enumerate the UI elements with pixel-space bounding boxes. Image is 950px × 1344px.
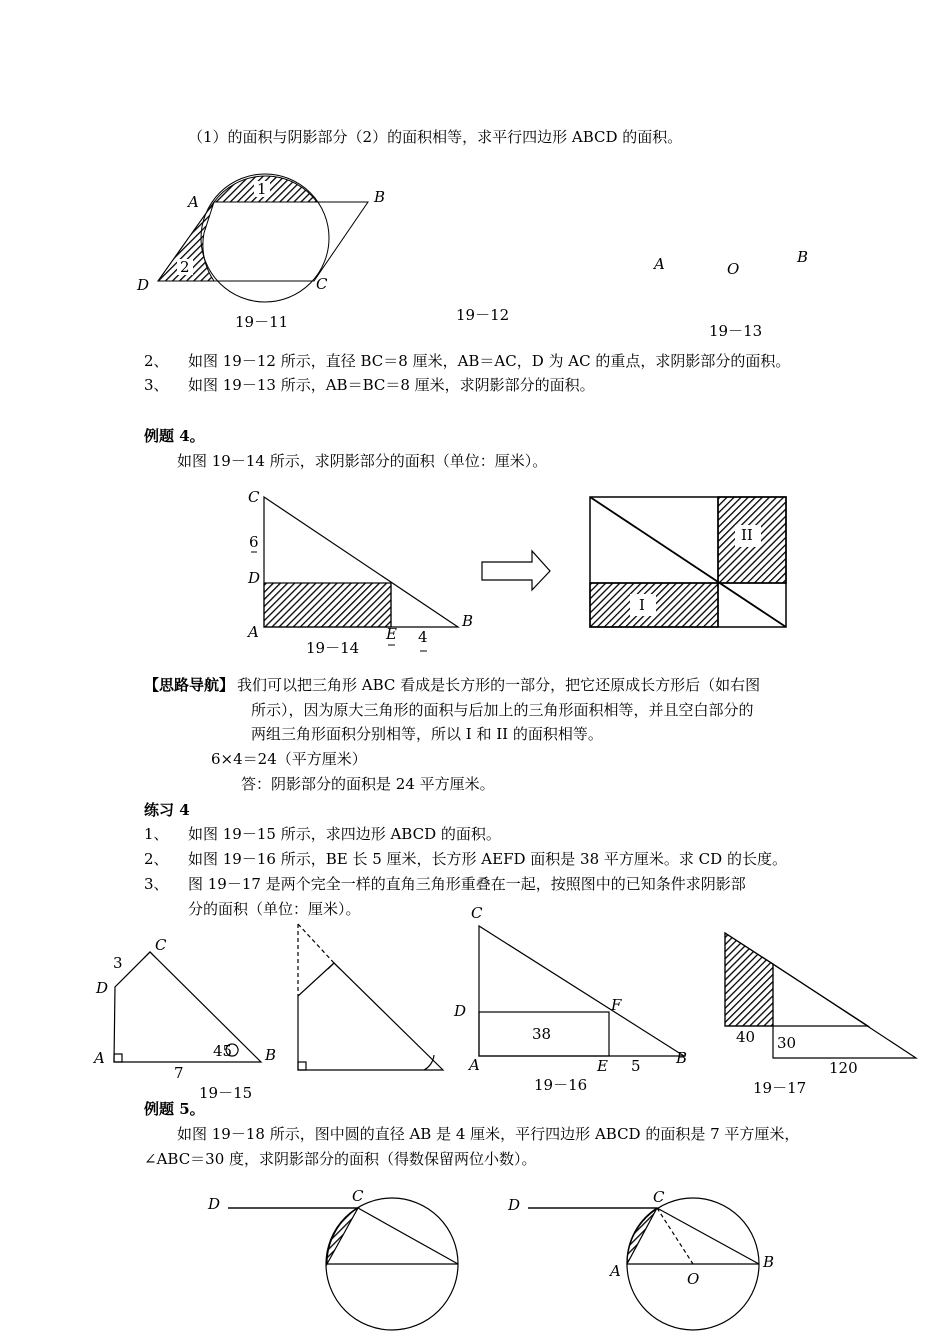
q2-text: 如图 19－16 所示，BE 长 5 厘米，长方形 AEFD 面积是 38 平方厘米。求 CD 的长度。	[188, 850, 787, 868]
f14-label-c: C	[248, 488, 260, 506]
f18-right-label-a: A	[610, 1262, 621, 1280]
f14-label-b: B	[462, 612, 474, 630]
figure-19-16	[479, 926, 684, 1056]
f15-caption: 19－15	[199, 1084, 253, 1102]
q2-number: 2、	[144, 850, 169, 868]
f14-label-d: D	[248, 569, 261, 587]
f16-label-e: E	[597, 1057, 608, 1075]
hint-line-3: 两组三角形面积分别相等，所以 I 和 II 的面积相等。	[251, 725, 603, 743]
f15-label-c: C	[155, 936, 167, 954]
practice-4-title: 练习 4	[144, 801, 190, 819]
example-4-text: 如图 19－14 所示，求阴影部分的面积（单位：厘米）。	[177, 452, 548, 470]
f15-label-angle: 45	[213, 1042, 233, 1060]
f15-label-three: 3	[113, 954, 123, 972]
f14-label-a: A	[248, 623, 259, 641]
f18-right-label-d: D	[508, 1196, 521, 1214]
f17-label-40: 40	[736, 1028, 756, 1046]
f14-label-e: E	[386, 625, 397, 643]
p3-number: 3、	[144, 376, 169, 394]
formula: 6×4＝24（平方厘米）	[211, 750, 367, 768]
f16-label-f: F	[611, 996, 622, 1014]
p2-number: 2、	[144, 352, 169, 370]
f16-label-a: A	[469, 1056, 480, 1074]
f11-region-2: 2	[177, 259, 193, 275]
q3-number: 3、	[144, 875, 169, 893]
f12-caption: 19－12	[456, 306, 510, 324]
example-4-title: 例题 4。	[144, 427, 205, 445]
f16-label-five: 5	[631, 1057, 641, 1075]
f13-label-b: B	[797, 248, 809, 266]
figure-19-14-right	[590, 497, 786, 627]
f18-right-label-c: C	[653, 1188, 665, 1206]
p2-text: 如图 19－12 所示，直径 BC＝8 厘米，AB＝AC，D 为 AC 的重点，求阴影部分的面积。	[188, 352, 791, 370]
f18-left-label-c: C	[352, 1187, 364, 1205]
f13-caption: 19－13	[709, 322, 763, 340]
f15-label-seven: 7	[174, 1064, 184, 1082]
q1-text: 如图 19－15 所示，求四边形 ABCD 的面积。	[188, 825, 501, 843]
example-5-title: 例题 5。	[144, 1100, 205, 1118]
f14-caption: 19－14	[306, 639, 360, 657]
f11-region-1: 1	[254, 181, 270, 197]
q3-text-a: 图 19－17 是两个完全一样的直角三角形重叠在一起，按照图中的已知条件求阴影部	[188, 875, 746, 893]
f15-label-a: A	[94, 1049, 105, 1067]
f16-label-c: C	[471, 904, 483, 922]
f11-label-b: B	[374, 188, 386, 206]
f18-right-label-b: B	[763, 1253, 775, 1271]
f16-label-d: D	[454, 1002, 467, 1020]
figure-19-18-right	[528, 1198, 759, 1330]
hint-line-1: 我们可以把三角形 ABC 看成是长方形的一部分，把它还原成长方形后（如右图	[237, 676, 761, 694]
q3-text-b: 分的面积（单位：厘米）。	[188, 900, 361, 918]
f16-label-b: B	[676, 1049, 688, 1067]
f17-label-120: 120	[829, 1059, 858, 1077]
p3-text: 如图 19－13 所示，AB＝BC＝8 厘米，求阴影部分的面积。	[188, 376, 595, 394]
example-5-text-b: ∠ABC＝30 度，求阴影部分的面积（得数保留两位小数）。	[144, 1150, 537, 1168]
hint-heading: 【思路导航】	[144, 676, 235, 694]
f11-caption: 19－11	[235, 313, 289, 331]
f14-label-six: 6	[249, 533, 259, 551]
answer: 答：阴影部分的面积是 24 平方厘米。	[241, 775, 495, 793]
q1-number: 1、	[144, 825, 169, 843]
f14-region-i: I	[639, 596, 645, 614]
arrow-shape	[482, 551, 550, 590]
f18-right-label-o: O	[687, 1270, 700, 1288]
example-5-text-a: 如图 19－18 所示，图中圆的直径 AB 是 4 厘米，平行四边形 ABCD 的面积是 7 平方厘米，	[177, 1125, 800, 1143]
figure-19-18-left	[228, 1198, 458, 1330]
hint-line-2: 所示），因为原大三角形的面积与后加上的三角形面积相等，并且空白部分的	[251, 701, 754, 719]
intro-line: （1）的面积与阴影部分（2）的面积相等，求平行四边形 ABCD 的面积。	[188, 128, 683, 146]
f11-label-d: D	[137, 276, 150, 294]
figure-19-15b	[298, 924, 443, 1070]
f14-label-four: 4	[418, 628, 428, 646]
f16-caption: 19－16	[534, 1076, 588, 1094]
f14-region-ii: II	[741, 526, 753, 544]
f18-left-label-d: D	[208, 1195, 221, 1213]
f13-label-o: O	[727, 260, 740, 278]
f15-label-b: B	[265, 1046, 277, 1064]
f15-label-d: D	[96, 979, 109, 997]
f11-label-a: A	[188, 193, 199, 211]
f11-label-c: C	[316, 275, 328, 293]
f17-label-30: 30	[777, 1034, 797, 1052]
f13-label-a: A	[654, 255, 665, 273]
figure-19-15	[114, 952, 261, 1062]
f16-label-area: 38	[532, 1025, 552, 1043]
f17-caption: 19－17	[753, 1079, 807, 1097]
